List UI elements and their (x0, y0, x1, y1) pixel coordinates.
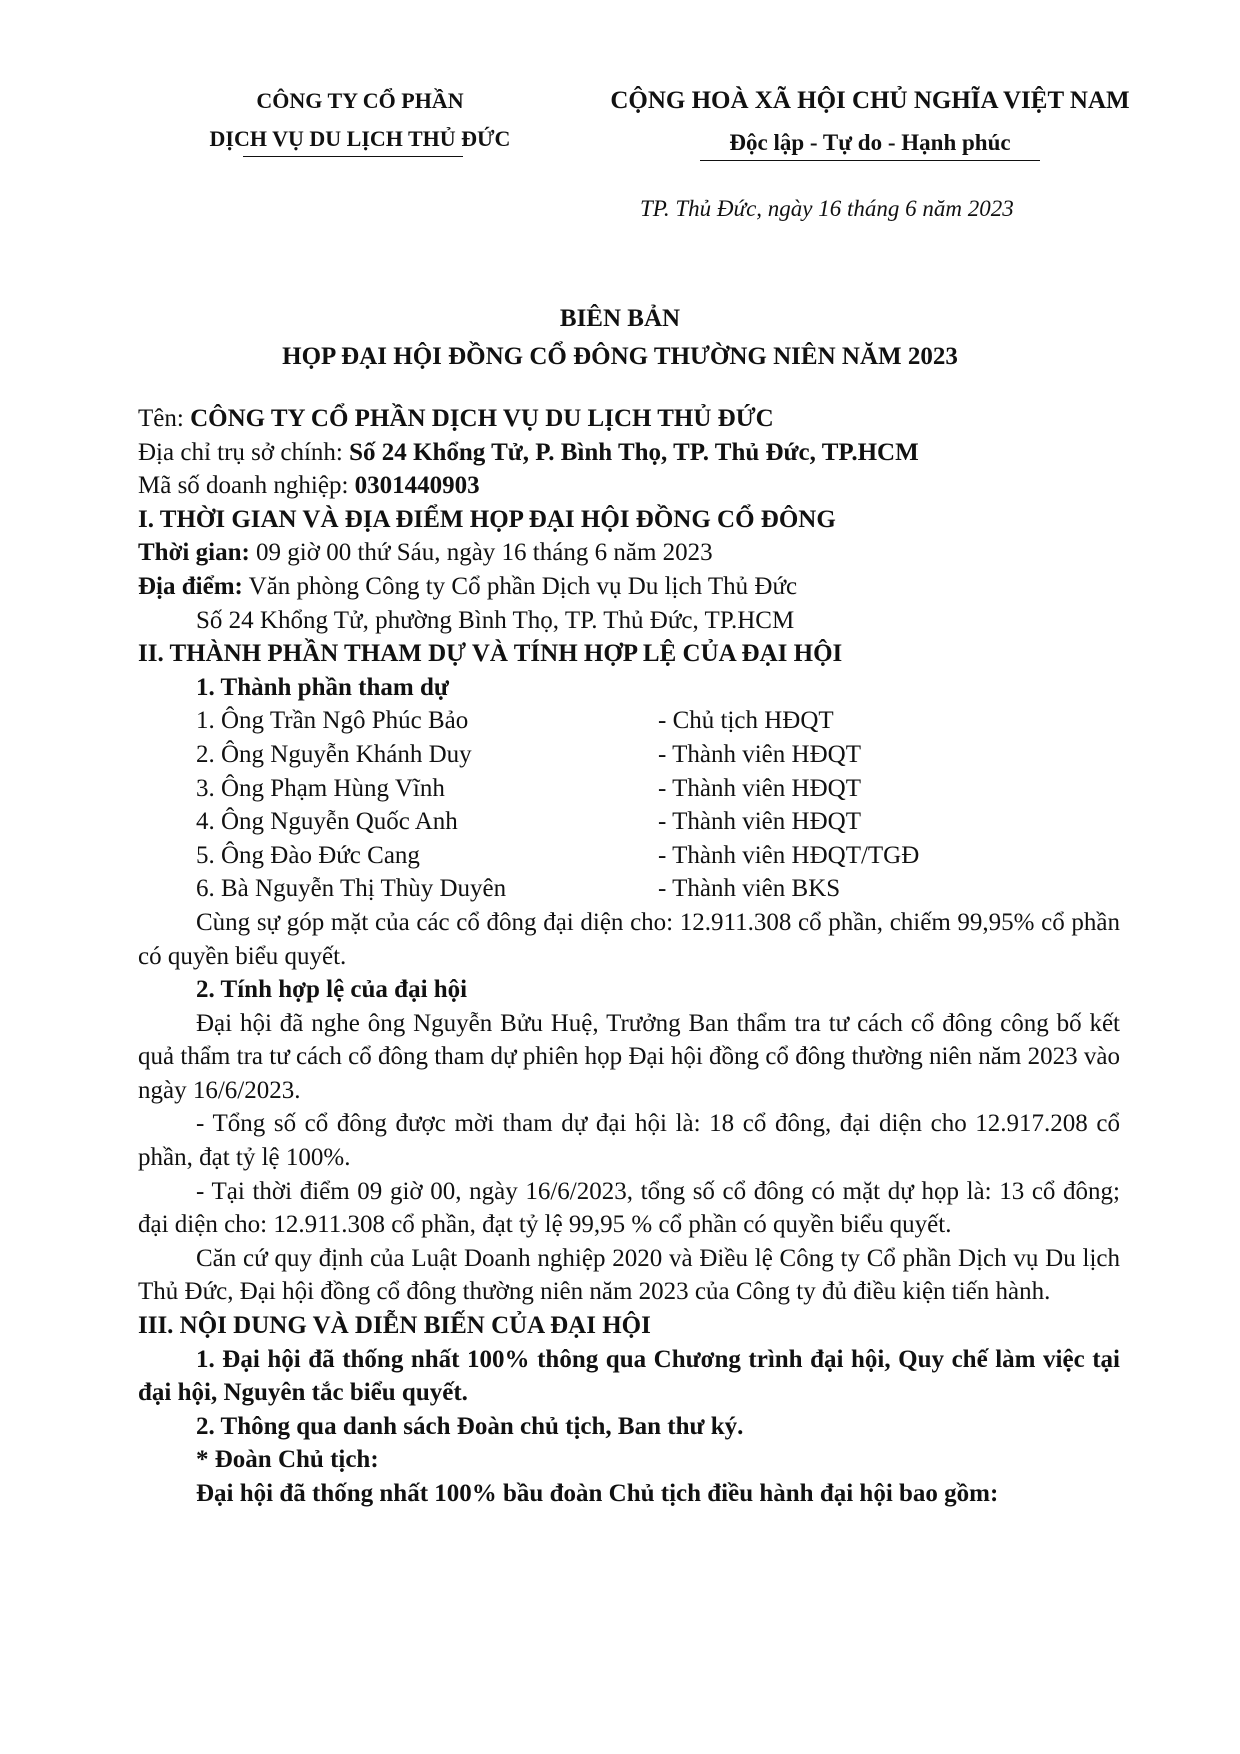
validity-paragraph-4: Căn cứ quy định của Luật Doanh nghiệp 2020 và Điều lệ Công ty Cổ phần Dịch vụ Du lịch Thủ Đức, Đại hội đồng cổ đông thường niên năm 2023 của Công ty đủ điều kiện tiến hành. (138, 1244, 1120, 1306)
content-item-2: 2. Thông qua danh sách Đoàn chủ tịch, Ban thư ký. (196, 1412, 744, 1440)
content-item-4: Đại hội đã thống nhất 100% bầu đoàn Chủ tịch điều hành đại hội bao gồm: (196, 1480, 999, 1507)
company-line-2: DỊCH VỤ DU LỊCH THỦ ĐỨC (209, 126, 511, 151)
attendee-role: - Thành viên HĐQT (658, 808, 861, 836)
company-address-line (138, 436, 1120, 470)
content-item-1: 1. Đại hội đã thống nhất 100% thông qua Chương trình đại hội, Quy chế làm việc tại đại hội, Nguyên tắc biểu quyết. (138, 1345, 1120, 1407)
attendee-row (138, 805, 1120, 839)
attendee-row (138, 839, 1120, 873)
attendees-subheading: 1. Thành phần tham dự (196, 673, 449, 701)
meeting-time-value: 09 giờ 00 thứ Sáu, ngày 16 tháng 6 năm 2023 (249, 539, 713, 567)
validity-paragraph-1: Đại hội đã nghe ông Nguyễn Bửu Huệ, Trưởng Ban thẩm tra tư cách cổ đông công bố kết quả thẩm tra tư cách cổ đông tham dự phiên họp Đại hội đồng cổ đông thường niên năm 2023 vào ngày 16/6/2023. (138, 1009, 1120, 1104)
meeting-place (138, 570, 1120, 604)
attendee-row (138, 772, 1120, 806)
presence-paragraph: Cùng sự góp mặt của các cổ đông đại diện cho: 12.911.308 cổ phần, chiếm 99,95% cổ phần có quyền biểu quyết. (138, 908, 1120, 970)
attendee-name: 4. Ông Nguyễn Quốc Anh (196, 808, 458, 836)
company-name-value: CÔNG TY CỔ PHẦN DỊCH VỤ DU LỊCH THỦ ĐỨC (190, 405, 774, 432)
attendee-role: - Chủ tịch HĐQT (658, 707, 834, 735)
attendee-role: - Thành viên HĐQT (658, 740, 861, 768)
nation-motto: Độc lập - Tự do - Hạnh phúc (729, 130, 1011, 155)
attendee-name: 5. Ông Đào Đức Cang (196, 841, 420, 869)
attendee-row (138, 704, 1120, 738)
company-tax-line (138, 469, 1120, 503)
company-line-1: CÔNG TY CỔ PHẦN (256, 88, 464, 113)
company-tax-label: Mã số doanh nghiệp: (138, 472, 355, 500)
company-underline (243, 156, 463, 157)
company-tax-value: 0301440903 (354, 472, 480, 500)
meeting-place-value: Văn phòng Công ty Cổ phần Dịch vụ Du lịch Thủ Đức (242, 572, 798, 600)
attendee-name: 6. Bà Nguyễn Thị Thùy Duyên (196, 875, 507, 903)
company-header (150, 82, 570, 158)
attendee-name: 1. Ông Trần Ngô Phúc Bảo (196, 707, 469, 735)
attendee-name: 2. Ông Nguyễn Khánh Duy (196, 740, 472, 768)
content-item-3: * Đoàn Chủ tịch: (196, 1446, 379, 1474)
motto-underline (700, 160, 1040, 161)
document-title (0, 300, 1240, 376)
attendee-role: - Thành viên HĐQT (658, 774, 861, 802)
document-date: TP. Thủ Đức, ngày 16 tháng 6 năm 2023 (640, 196, 1014, 221)
company-address-label: Địa chỉ trụ sở chính: (138, 438, 350, 466)
title-line-1: BIÊN BẢN (559, 305, 681, 332)
meeting-place-label: Địa điểm: (138, 572, 243, 600)
title-line-2: HỌP ĐẠI HỘI ĐỒNG CỔ ĐÔNG THƯỜNG NIÊN NĂM 2023 (282, 343, 958, 370)
attendee-name: 3. Ông Phạm Hùng Vĩnh (196, 774, 445, 802)
section-1-heading: I. THỜI GIAN VÀ ĐỊA ĐIỂM HỌP ĐẠI HỘI ĐỒNG CỔ ĐÔNG (138, 505, 836, 533)
attendee-row (138, 738, 1120, 772)
validity-paragraph-2: - Tổng số cổ đông được mời tham dự đại hội là: 18 cổ đông, đại diện cho 12.917.208 cổ phần, đạt tỷ lệ 100%. (138, 1110, 1120, 1172)
attendee-role: - Thành viên BKS (658, 875, 841, 903)
meeting-place-address: Số 24 Khổng Tử, phường Bình Thọ, TP. Thủ Đức, TP.HCM (196, 606, 795, 634)
company-name-label: Tên: (138, 405, 191, 432)
validity-subheading: 2. Tính hợp lệ của đại hội (196, 976, 468, 1004)
attendee-role: - Thành viên HĐQT/TGĐ (658, 841, 920, 869)
validity-paragraph-3: - Tại thời điểm 09 giờ 00, ngày 16/6/2023, tổng số cổ đông có mặt dự họp là: 13 cổ đông; đại diện cho: 12.911.308 cổ phần, đạt tỷ lệ 99,95 % cổ phần có quyền biểu quyết. (138, 1177, 1120, 1239)
document-body (138, 402, 1120, 1511)
section-2-heading: II. THÀNH PHẦN THAM DỰ VÀ TÍNH HỢP LỆ CỦA ĐẠI HỘI (138, 640, 843, 668)
section-3-heading: III. NỘI DUNG VÀ DIỄN BIẾN CỦA ĐẠI HỘI (138, 1312, 651, 1340)
company-name-line (138, 402, 1120, 436)
nation-line-1: CỘNG HOÀ XÃ HỘI CHỦ NGHĨA VIỆT NAM (610, 87, 1130, 114)
national-header (570, 80, 1170, 164)
attendee-row (138, 872, 1120, 906)
company-address-value: Số 24 Khổng Tử, P. Bình Thọ, TP. Thủ Đức, TP.HCM (349, 438, 919, 466)
meeting-time (138, 536, 1120, 570)
meeting-time-label: Thời gian: (138, 539, 250, 567)
